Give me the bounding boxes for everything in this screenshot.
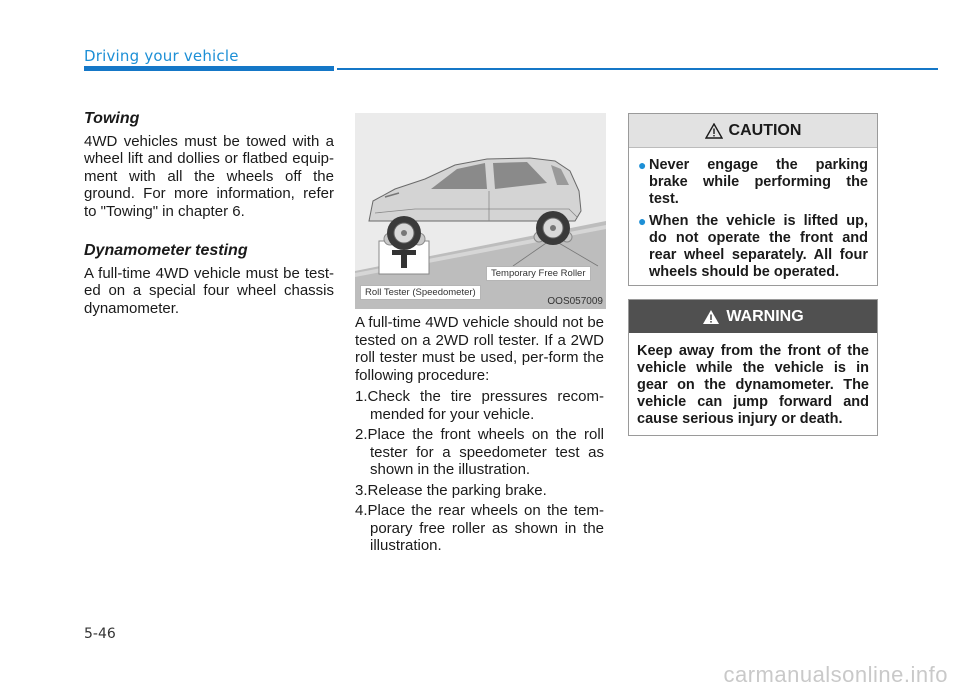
caution-item-text: Never engage the parking brake while performing the test. bbox=[649, 157, 868, 207]
header-rule-thick bbox=[84, 66, 334, 71]
bullet-icon: ● bbox=[638, 157, 647, 173]
caution-header bbox=[629, 114, 877, 148]
procedure-step: 2.Place the front wheels on the roll tester for a speedometer test as shown in the illustration. bbox=[355, 426, 604, 478]
middle-column bbox=[355, 314, 604, 558]
left-column bbox=[84, 110, 334, 317]
procedure-step: 4.Place the rear wheels on the tem-porary free roller as shown in the illustration. bbox=[355, 502, 604, 554]
procedure-step: 3.Release the parking brake. bbox=[355, 481, 547, 499]
towing-heading: Towing bbox=[84, 110, 140, 127]
procedure-intro: A full-time 4WD vehicle should not be tested on a 2WD roll tester. If a 2WD roll tester must be used, per-form the following procedure: bbox=[355, 314, 604, 384]
towing-body: 4WD vehicles must be towed with a wheel lift and dollies or flatbed equip-ment with all the wheels off the ground. For more information, refer to "Towing" in chapter 6. bbox=[84, 132, 334, 220]
caution-triangle-icon bbox=[705, 123, 723, 139]
caution-item bbox=[638, 213, 868, 281]
caution-item bbox=[638, 157, 868, 208]
warning-triangle-icon bbox=[702, 309, 720, 325]
dynamometer-illustration bbox=[355, 113, 606, 309]
label-roll-tester: Roll Tester (Speedometer) bbox=[360, 285, 481, 300]
warning-title: WARNING bbox=[726, 307, 804, 325]
dyno-heading: Dynamometer testing bbox=[84, 242, 248, 259]
caution-box bbox=[628, 113, 878, 286]
bullet-icon: ● bbox=[638, 213, 647, 229]
label-temporary-free-roller: Temporary Free Roller bbox=[486, 266, 591, 281]
caution-title: CAUTION bbox=[728, 121, 802, 139]
dyno-body: A full-time 4WD vehicle must be test-ed on a special four wheel chassis dynamometer. bbox=[84, 264, 334, 317]
watermark: carmanualsonline.info bbox=[723, 662, 948, 687]
procedure-steps bbox=[355, 388, 604, 555]
header-rule-thin bbox=[337, 68, 938, 70]
warning-header bbox=[629, 300, 877, 333]
procedure-step: 1.Check the tire pressures recom-mended for your vehicle. bbox=[355, 388, 604, 423]
figure-code: OOS057009 bbox=[547, 296, 603, 307]
warning-body: Keep away from the front of the vehicle while the vehicle is in gear on the dynamometer. The vehicle can jump forward and cause serious injury or death. bbox=[637, 343, 869, 427]
warning-box bbox=[628, 299, 878, 436]
section-title: Driving your vehicle bbox=[84, 47, 239, 65]
caution-item-text: When the vehicle is lifted up, do not operate the front and rear wheel separately. All four wheels should be operated. bbox=[649, 213, 868, 280]
page-number: 5-46 bbox=[84, 626, 116, 642]
